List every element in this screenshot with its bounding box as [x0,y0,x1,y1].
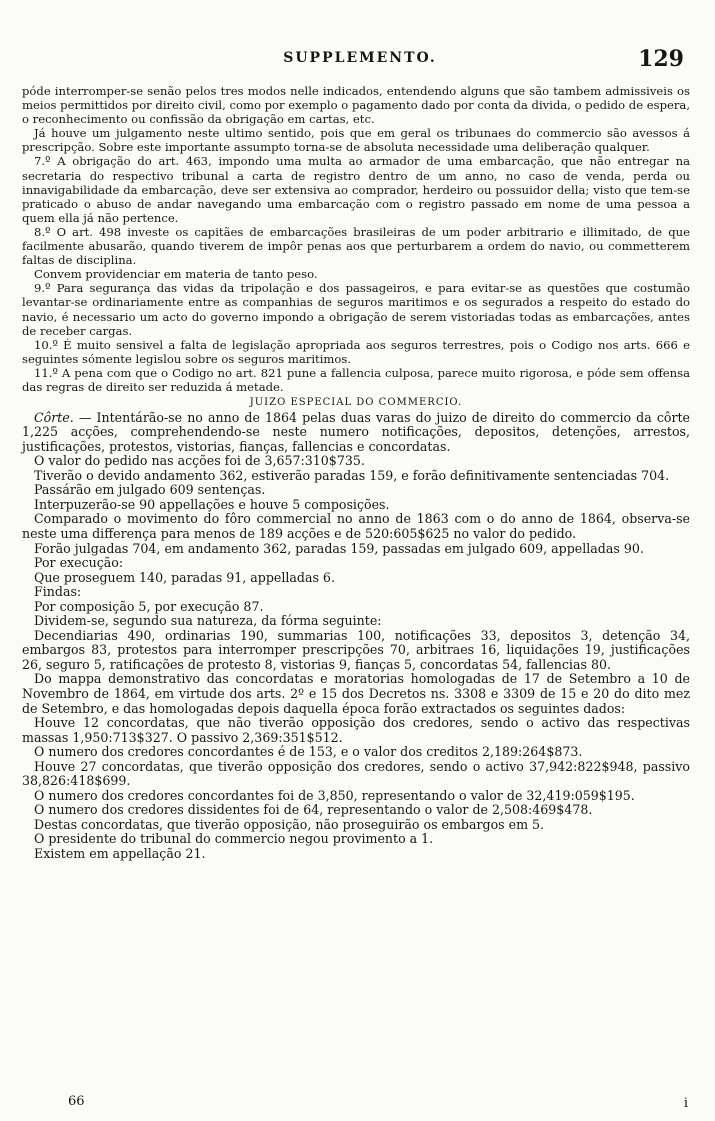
paragraph: Por execução: [34,555,124,571]
signature-number: 66 [68,1094,85,1109]
paragraph: 11.º A pena com que o Codigo no art. 821 pune a fallencia culposa, parece muito rigorosa, e póde sem offensa das regras de direito ser reduzida á metade. [22,365,690,394]
paragraph: Que proseguem 140, paradas 91, appelladas 6. [34,569,335,585]
page-header [20,46,700,76]
paragraph: 7.º A obrigação do art. 463, impondo uma multa ao armador de uma embarcação, que não entregar na secretaria do respectivo tribunal a carta de registro dentro de um anno, no caso de venda, perda ou innavigabilidade da embarcação, deve ser extensiva ao comprador, herdeiro ou possuidor della; visto que tem-se praticado o abuso de andar navegando uma embarcação com o registro passado em nome de uma pessoa a quem ella já não pertence. [22,154,690,225]
footer-mark: i [683,1096,688,1111]
paragraph: O numero dos credores dissidentes foi de 64, representando o valor de 2,508:469$478. [34,802,593,818]
paragraph: Forão julgadas 704, em andamento 362, paradas 159, passadas em julgado 609, appelladas 90. [34,540,644,556]
paragraph: Destas concordatas, que tiverão opposição, não proseguirão os embargos em 5. [34,816,545,832]
paragraph: Já houve um julgamento neste ultimo sentido, pois que em geral os tribunaes do commercio são avessos á prescripção. Sobre este importante assumpto torna-se de absoluta necessidade uma deliberação qualquer. [22,126,690,155]
paragraph: Tiverão o devido andamento 362, estiverão paradas 159, e forão definitivamente sentenciadas 704. [34,467,670,483]
paragraph: póde interromper-se senão pelos tres modos nelle indicados, entendendo alguns que são tambem admissiveis os meios permittidos por direito civil, como por exemplo o pagamento dado por conta da divida, o pedido de espera, o reconhecimento ou confissão da obrigação em cartas, etc. [22,84,691,127]
paragraph: O numero dos credores concordantes é de 153, e o valor dos creditos 2,189:264$873. [34,744,583,760]
section-juizo-commercio [22,396,690,862]
paragraph: O numero dos credores concordantes foi de 3,850, representando o valor de 32,419:059$195. [34,787,635,803]
paragraph: O presidente do tribunal do commercio negou provimento a 1. [34,831,434,847]
paragraph: Interpuzerão-se 90 appellações e houve 5 composições. [34,496,390,512]
paragraph: 10.º É muito sensivel a falta de legislação apropriada aos seguros terrestres, pois o Codigo nos arts. 666 e seguintes sómente legislou sobre os seguros maritimos. [22,337,690,366]
paragraph: Passárão em julgado 609 sentenças. [34,482,266,498]
paragraph: Houve 12 concordatas, que não tiverão opposição dos credores, sendo o activo das respectivas massas 1,950:713$327. O passivo 2,369:351$512. [22,715,690,745]
paragraph: Do mappa demonstrativo das concordatas e moratorias homologadas de 17 de Setembro a 10 de Novembro de 1864, em virtude dos arts. 2º e 15 dos Decretos ns. 3308 e 3309 de 15 e 20 do dito mez de Setembro, e das homologadas depois daquella época forão extractados os seguintes dados: [22,671,690,716]
paragraph: Existem em appellação 21. [34,846,206,862]
section-supplement [22,84,690,394]
paragraph-text: — Intentárão-se no anno de 1864 pelas duas varas do juizo de direito do commercio da côrte 1,225 acções, comprehendendo-se neste numero notificações, depositos, detenções, arrestos, justificações, protestos, vistorias, fianças, fallencias e concordatas. [22,409,690,454]
paragraph: Findas: [34,584,82,600]
paragraph: Comparado o movimento do fôro commercial no anno de 1863 com o do anno de 1864, observa-se neste uma differença para menos de 189 acções e de 520:605$625 no valor do pedido. [22,511,690,541]
paragraph: Por composição 5, por execução 87. [34,598,264,614]
page-body [22,84,690,862]
section-heading: JUIZO ESPECIAL DO COMMERCIO. [249,397,463,409]
paragraph: Decendiarias 490, ordinarias 190, summarias 100, notificações 33, depositos 3, detenção 34, embargos 83, protestos para interromper prescripções 70, arbitraes 16, liquidações 19, justificações 26, seguro 5, ratificações de protesto 8, vistorias 9, fianças 5, concordatas 54, fallencias 80. [22,627,690,672]
running-title: SUPPLEMENTO. [283,50,437,66]
paragraph: Houve 27 concordatas, que tiverão opposição dos credores, sendo o activo 37,942:822$948, passivo 38,826:418$699. [22,758,690,789]
paragraph: Convem providenciar em materia de tanto peso. [34,267,318,282]
page-number: 129 [638,46,684,72]
page-footer [20,1094,700,1114]
paragraph: O valor do pedido nas acções foi de 3,657:310$735. [34,453,365,469]
city-label: Côrte. [34,409,74,425]
paragraph-corte [22,411,690,455]
paragraph: 9.º Para segurança das vidas da tripolação e dos passageiros, e para evitar-se as questões que costumão levantar-se ordinariamente entre as companhias de seguros maritimos e os segurados a respeito do estado do navio, é necessario um acto do governo impondo a obrigação de serem vistoriadas todas as embarcações, antes de receber cargas. [22,281,690,338]
paragraph: 8.º O art. 498 investe os capitães de embarcações brasileiras de um poder arbitrario e illimitado, de que facilmente abusarão, quando tiverem de impôr penas aos que perturbarem a ordem do navio, ou commetterem faltas de disciplina. [22,224,690,268]
paragraph: Dividem-se, segundo sua natureza, da fórma seguinte: [34,613,382,629]
